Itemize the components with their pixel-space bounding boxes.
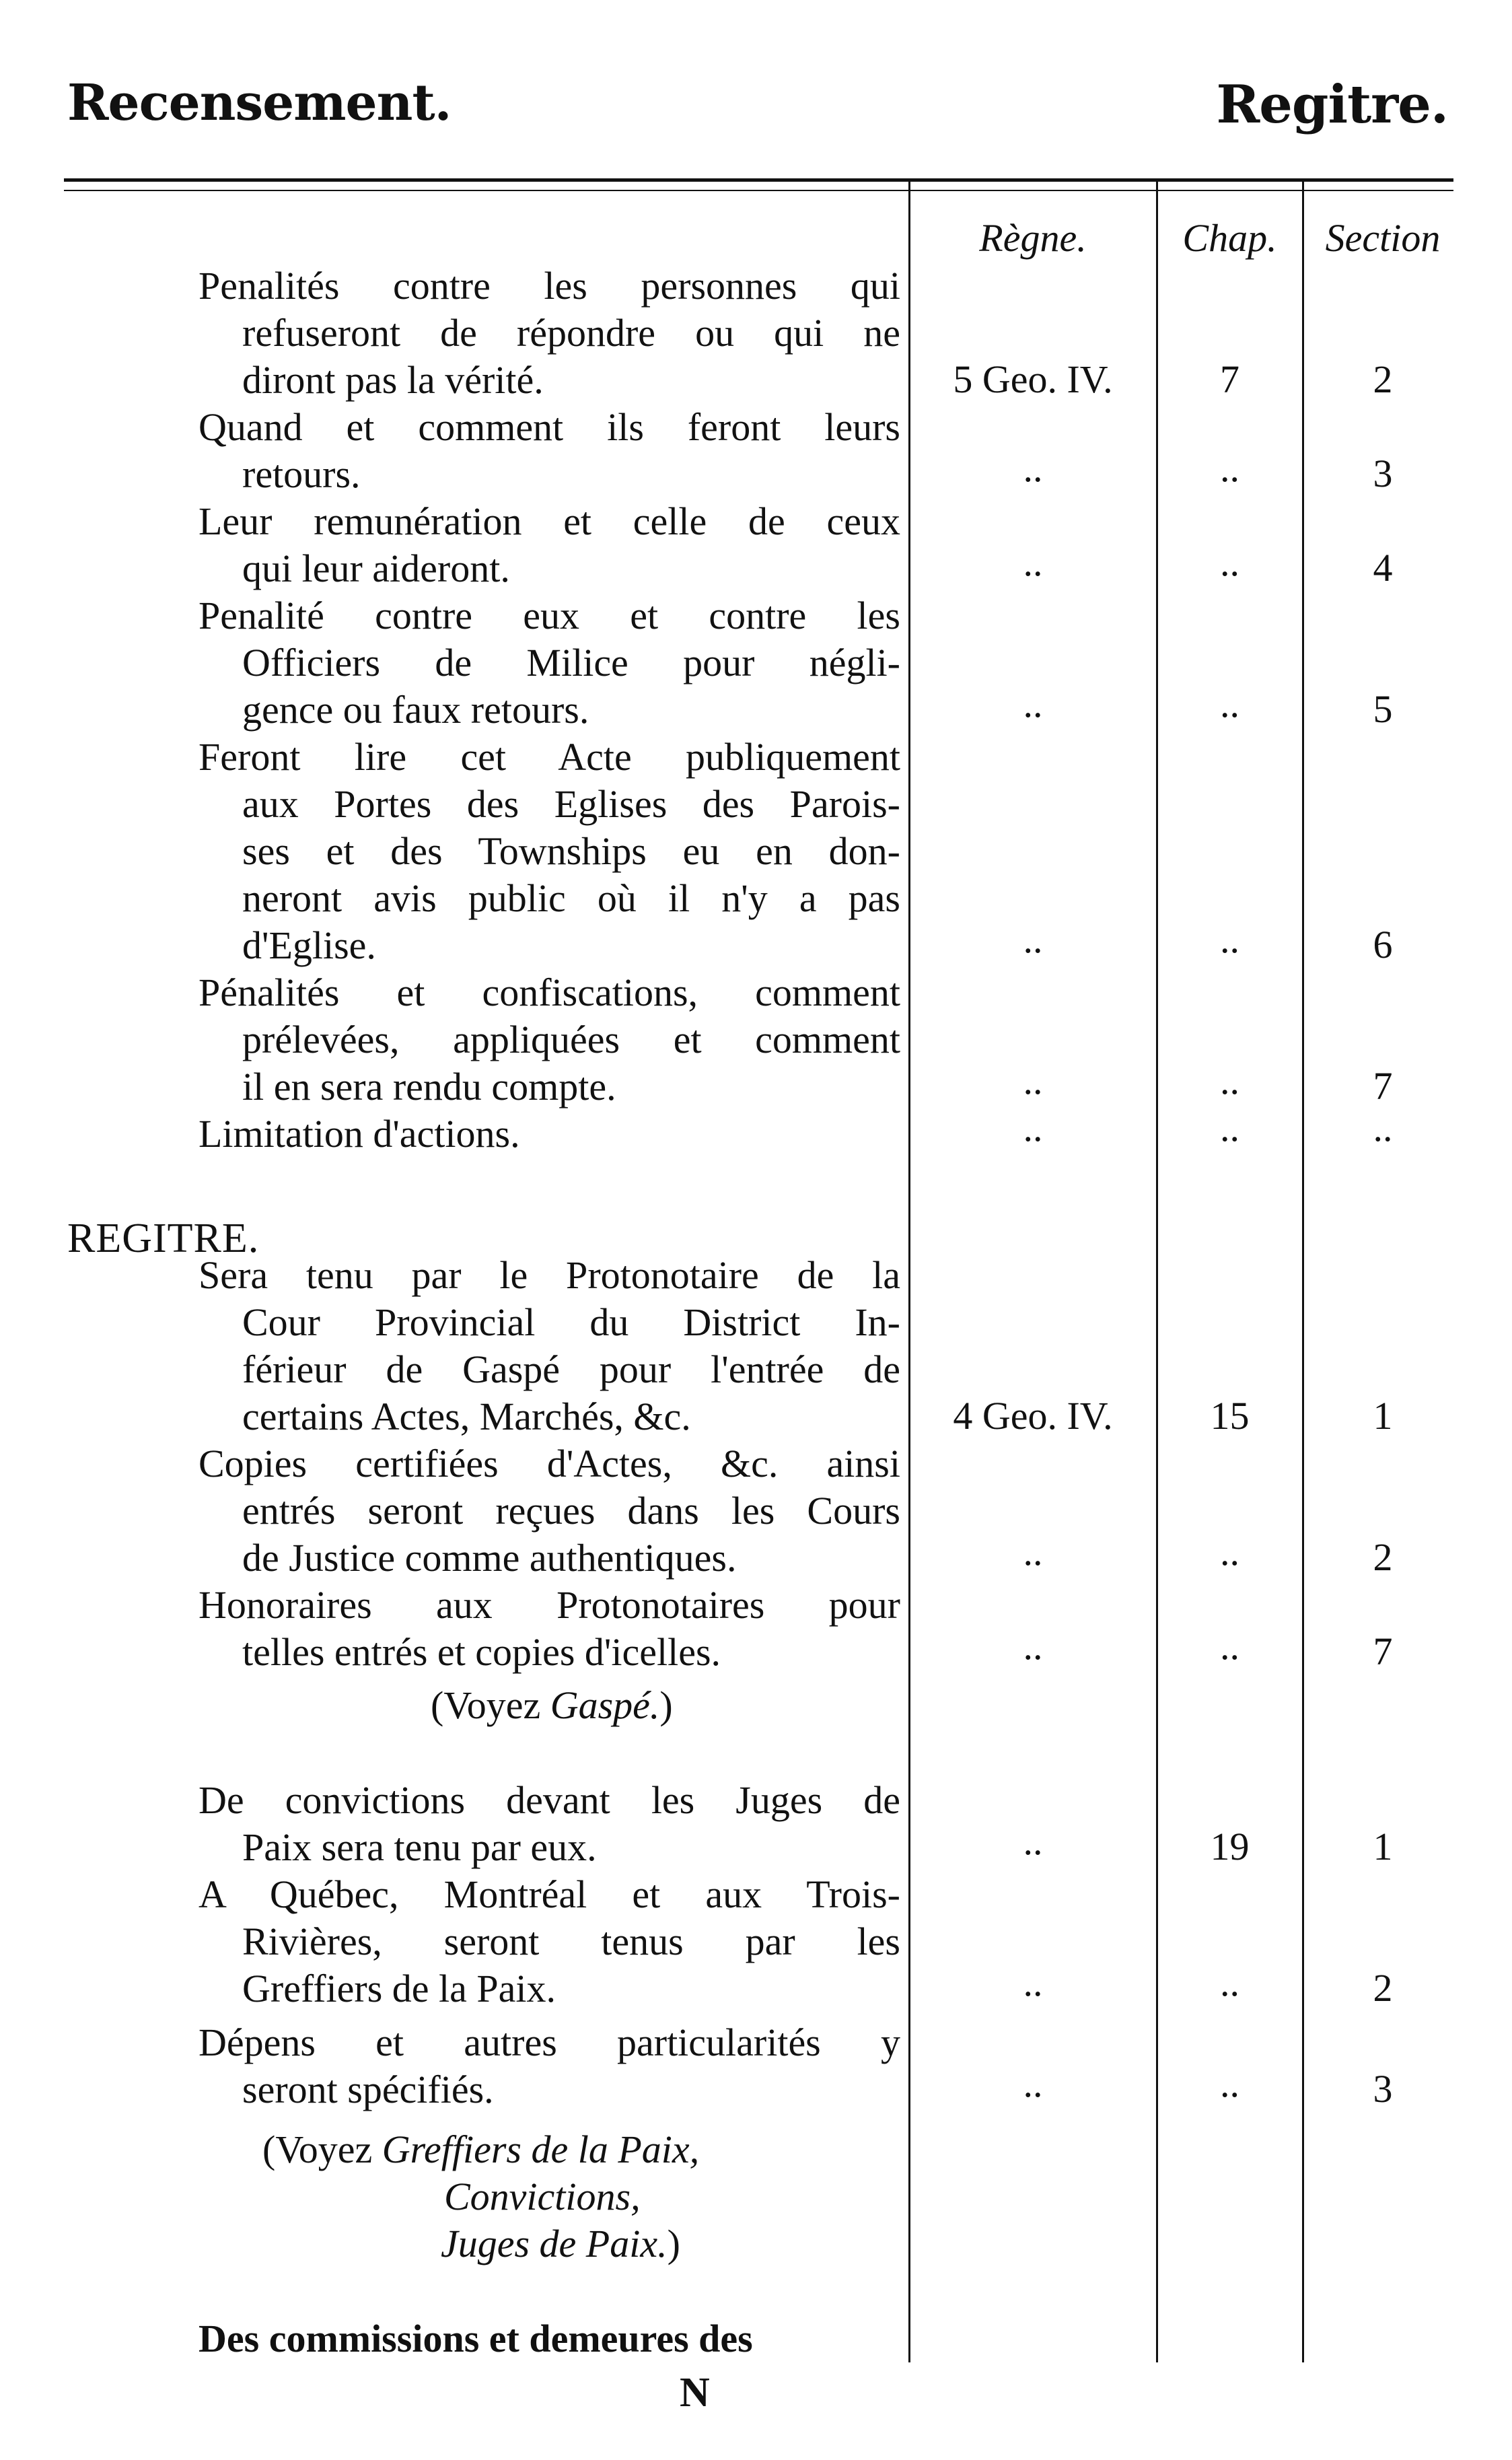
entry-line: Penalités contre les personnes qui bbox=[199, 264, 900, 308]
entry-line: Honoraires aux Protonotaires pour bbox=[199, 1583, 900, 1627]
entry-line: telles entrés et copies d'icelles. bbox=[242, 1630, 721, 1674]
chap-value: .. bbox=[1220, 1961, 1239, 2004]
voyez-ref: Gaspé. bbox=[550, 1683, 660, 1727]
entry-line: diront pas la vérité. bbox=[242, 358, 544, 402]
entry-line: de Justice comme authentiques. bbox=[242, 1536, 737, 1580]
chap-value: 15 bbox=[1210, 1394, 1250, 1438]
voyez-prefix: (Voyez bbox=[262, 2128, 382, 2171]
voyez-ref: Juges de Paix. bbox=[441, 2222, 668, 2265]
entry-line: il en sera rendu compte. bbox=[242, 1065, 616, 1109]
entry-line: Officiers de Milice pour négli- bbox=[242, 641, 900, 684]
voyez-ref: Convictions, bbox=[444, 2175, 641, 2218]
voyez-convictions bbox=[444, 2174, 641, 2219]
chap-value: .. bbox=[1220, 1106, 1239, 1150]
chap-value: .. bbox=[1220, 1059, 1239, 1102]
section-value: 2 bbox=[1373, 357, 1393, 401]
chap-value: 7 bbox=[1220, 357, 1239, 401]
entry-line: retours. bbox=[242, 452, 361, 496]
entry-line: Rivières, seront tenus par les bbox=[242, 1920, 900, 1963]
section-value: 6 bbox=[1373, 923, 1393, 967]
page-header-right: Regitre. bbox=[1216, 74, 1448, 135]
chap-value: .. bbox=[1220, 682, 1239, 726]
column-divider-regne bbox=[1156, 182, 1158, 2362]
regne-value: .. bbox=[1023, 1106, 1043, 1150]
chap-value: 19 bbox=[1210, 1825, 1250, 1868]
entry-line: Sera tenu par le Protonotaire de la bbox=[199, 1253, 900, 1297]
regne-value: .. bbox=[1023, 540, 1043, 584]
entry-line: certains Actes, Marchés, &c. bbox=[242, 1395, 691, 1438]
chap-value: .. bbox=[1220, 2062, 1239, 2105]
voyez-ref: Greffiers de la Paix, bbox=[382, 2128, 700, 2171]
entry-line: Feront lire cet Acte publiquement bbox=[199, 735, 900, 779]
section-value: 2 bbox=[1373, 1535, 1393, 1579]
entry-line: neront avis public où il n'y a pas bbox=[242, 876, 900, 920]
entry-line: Copies certifiées d'Actes, &c. ainsi bbox=[199, 1442, 900, 1485]
regne-value: .. bbox=[1023, 2062, 1043, 2105]
regne-value: .. bbox=[1023, 446, 1043, 490]
voyez-prefix: (Voyez bbox=[431, 1683, 550, 1727]
entry-line: seront spécifiés. bbox=[242, 2068, 494, 2111]
regne-value: 4 Geo. IV. bbox=[953, 1394, 1113, 1438]
section-value: 1 bbox=[1373, 1825, 1393, 1868]
regne-value: .. bbox=[1023, 1624, 1043, 1668]
section-value: 4 bbox=[1373, 546, 1393, 590]
section-value: 2 bbox=[1373, 1966, 1393, 2010]
regne-value: .. bbox=[1023, 1059, 1043, 1102]
entry-line: De convictions devant les Juges de bbox=[199, 1778, 900, 1822]
voyez-gaspe bbox=[431, 1683, 673, 1728]
entry-line: férieur de Gaspé pour l'entrée de bbox=[242, 1347, 900, 1391]
entry-line: d'Eglise. bbox=[242, 923, 376, 967]
chap-value: .. bbox=[1220, 1624, 1239, 1668]
entry-line: A Québec, Montréal et aux Trois- bbox=[199, 1872, 900, 1916]
column-header-regne: Règne. bbox=[979, 216, 1087, 260]
header-rule-thick bbox=[64, 178, 1453, 182]
section-value: 3 bbox=[1373, 2067, 1393, 2111]
signature-mark: N bbox=[680, 2370, 710, 2416]
entry-line: Paix sera tenu par eux. bbox=[242, 1825, 597, 1869]
entry-line: Quand et comment ils feront leurs bbox=[199, 405, 900, 449]
page-header-left: Recensement. bbox=[67, 74, 452, 132]
entry-line: Greffiers de la Paix. bbox=[242, 1967, 556, 2010]
section-value: 5 bbox=[1373, 687, 1393, 731]
column-divider-text bbox=[908, 182, 910, 2362]
entry-line: Limitation d'actions. bbox=[199, 1112, 520, 1156]
entry-line: gence ou faux retours. bbox=[242, 688, 589, 732]
voyez-suffix: ) bbox=[667, 2222, 680, 2265]
entry-line: Leur remunération et celle de ceux bbox=[199, 499, 900, 543]
entry-line: Dépens et autres particularités y bbox=[199, 2020, 900, 2064]
chap-value: .. bbox=[1220, 540, 1239, 584]
regne-value: .. bbox=[1023, 1961, 1043, 2004]
entry-line: Cour Provincial du District In- bbox=[242, 1300, 900, 1344]
voyez-greffiers bbox=[262, 2127, 699, 2172]
column-header-chap: Chap. bbox=[1182, 216, 1277, 260]
voyez-juges bbox=[441, 2221, 680, 2266]
entry-line: prélevées, appliquées et comment bbox=[242, 1018, 900, 1061]
column-divider-chap bbox=[1302, 182, 1304, 2362]
header-rule-thin bbox=[64, 190, 1453, 191]
section-value: .. bbox=[1373, 1106, 1393, 1150]
section-value: 3 bbox=[1373, 452, 1393, 495]
entry-line: Des commissions et demeures des bbox=[199, 2317, 753, 2360]
entry-line: refuseront de répondre ou qui ne bbox=[242, 311, 900, 355]
regne-value: .. bbox=[1023, 917, 1043, 961]
entry-line: Penalité contre eux et contre les bbox=[199, 594, 900, 637]
regne-value: .. bbox=[1023, 1530, 1043, 1574]
section-heading: REGITRE. bbox=[67, 1216, 260, 1261]
regne-value: .. bbox=[1023, 1819, 1043, 1863]
chap-value: .. bbox=[1220, 1530, 1239, 1574]
chap-value: .. bbox=[1220, 917, 1239, 961]
column-header-section: Section bbox=[1325, 216, 1441, 260]
voyez-suffix: ) bbox=[659, 1683, 673, 1727]
entry-line: aux Portes des Eglises des Parois- bbox=[242, 782, 900, 826]
section-value: 1 bbox=[1373, 1394, 1393, 1438]
section-value: 7 bbox=[1373, 1629, 1393, 1673]
entry-line: ses et des Townships eu en don- bbox=[242, 829, 900, 873]
regne-value: 5 Geo. IV. bbox=[953, 357, 1113, 401]
entry-line: Pénalités et confiscations, comment bbox=[199, 971, 900, 1014]
entry-line: qui leur aideront. bbox=[242, 547, 510, 590]
entry-line: entrés seront reçues dans les Cours bbox=[242, 1489, 900, 1533]
regne-value: .. bbox=[1023, 682, 1043, 726]
chap-value: .. bbox=[1220, 446, 1239, 490]
section-value: 7 bbox=[1373, 1064, 1393, 1108]
